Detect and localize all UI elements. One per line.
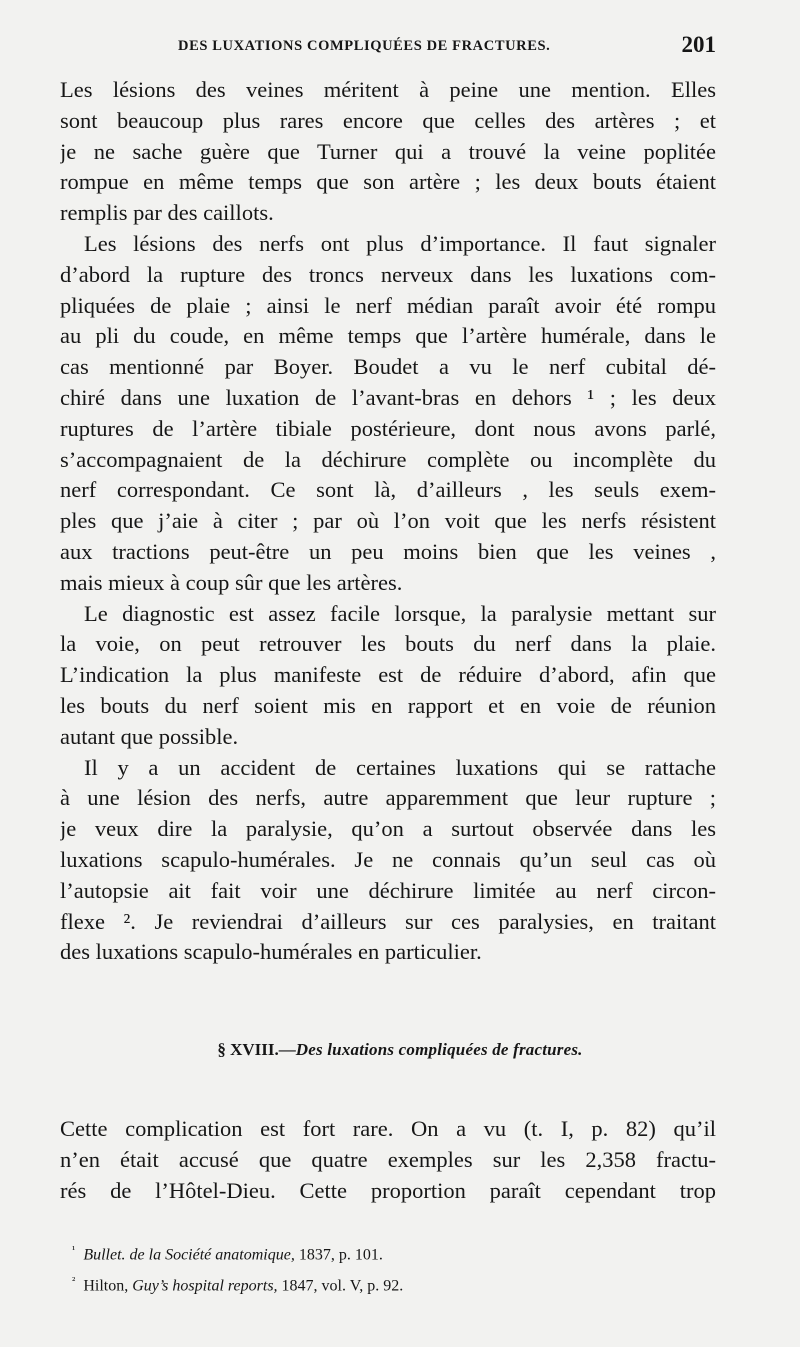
text-line: remplis par des caillots. — [60, 200, 274, 226]
text-line: autant que possible. — [60, 723, 239, 749]
text-line: n’en était accusé que quatre exemples sur les 2,358 fractu- — [60, 1146, 716, 1172]
footnote-source: Guy’s hospital reports, — [132, 1277, 278, 1295]
text-line: les bouts du nerf soient mis en rapport et en voie de réunion — [60, 692, 716, 718]
text-line: mais mieux à coup sûr que les artères. — [60, 569, 403, 595]
text-line: je veux dire la paralysie, qu’on a surtout observée dans les — [60, 816, 716, 842]
text-line: d’abord la rupture des troncs nerveux dans les luxations com- — [60, 261, 716, 287]
text-line: rés de l’Hôtel-Dieu. Cette proportion paraît cependant trop — [60, 1177, 716, 1203]
footnote-2 — [72, 1268, 712, 1299]
text-line: à une lésion des nerfs, autre apparemment que leur rupture ; — [60, 785, 716, 811]
text-line: pliquées de plaie ; ainsi le nerf médian paraît avoir été rompu — [60, 292, 716, 318]
text-line: sont beaucoup plus rares encore que celles des artères ; et — [60, 107, 716, 133]
text-line: la voie, on peut retrouver les bouts du nerf dans la plaie. — [60, 631, 716, 657]
footnote-1 — [72, 1237, 712, 1268]
text-line: L’indication la plus manifeste est de réduire d’abord, afin que — [60, 662, 716, 688]
text-line: Le diagnostic est assez facile lorsque, la paralysie mettant sur — [84, 600, 716, 626]
section-heading — [0, 1040, 800, 1060]
text-line: Les lésions des nerfs ont plus d’importance. Il faut signaler — [84, 230, 716, 256]
text-line: nerf correspondant. Ce sont là, d’ailleurs , les seuls exem- — [60, 477, 716, 503]
page-number: 201 — [681, 32, 716, 57]
section-title: Des luxations compliquées de fractures. — [295, 1040, 583, 1059]
text-line: chiré dans une luxation de l’avant-bras en dehors ¹ ; les deux — [60, 384, 716, 410]
text-line: rompue en même temps que son artère ; les deux bouts étaient — [60, 169, 716, 195]
text-line: Il y a un accident de certaines luxations qui se rattache — [84, 754, 716, 780]
text-line: ples que j’aie à citer ; par où l’on voit que les nerfs résistent — [60, 508, 716, 534]
text-line: luxations scapulo-humérales. Je ne connais qu’un seul cas où — [60, 846, 716, 872]
running-head: DES LUXATIONS COMPLIQUÉES DE FRACTURES. — [178, 38, 551, 54]
text-line: cas mentionné par Boyer. Boudet a vu le nerf cubital dé- — [60, 354, 716, 380]
text-line: Les lésions des veines méritent à peine une mention. Elles — [60, 77, 716, 102]
section-dash: — — [278, 1040, 296, 1059]
footnote-source: Bullet. de la Société anatomique, — [83, 1246, 295, 1264]
text-line: aux tractions peut-être un peu moins bien que les veines , — [60, 538, 716, 564]
text-line: je ne sache guère que Turner qui a trouvé la veine poplitée — [60, 138, 716, 164]
body-text — [60, 75, 716, 968]
section-number: § XVIII. — [217, 1040, 279, 1059]
text-line: s’accompagnaient de la déchirure complète ou incomplète du — [60, 446, 716, 472]
section-body-text — [60, 1114, 716, 1206]
footnote-mark: ¹ — [72, 1244, 76, 1256]
footnote-detail: 1847, vol. V, p. 92. — [277, 1277, 404, 1295]
text-line: l’autopsie ait fait voir une déchirure limitée au nerf circon- — [60, 877, 716, 903]
footnotes — [72, 1237, 712, 1300]
footnote-author: Hilton, — [83, 1277, 133, 1295]
footnote-detail: 1837, p. 101. — [294, 1246, 383, 1264]
text-line: flexe ². Je reviendrai d’ailleurs sur ces paralysies, en traitant — [60, 908, 716, 934]
text-line: Cette complication est fort rare. On a vu (t. I, p. 82) qu’il — [60, 1116, 716, 1141]
footnote-mark: ² — [72, 1275, 76, 1288]
text-line: au pli du coude, en même temps que l’artère humérale, dans le — [60, 323, 716, 349]
page-header — [60, 32, 716, 66]
text-line: des luxations scapulo-humérales en particulier. — [60, 939, 482, 965]
text-line: ruptures de l’artère tibiale postérieure, dont nous avons parlé, — [60, 415, 716, 441]
